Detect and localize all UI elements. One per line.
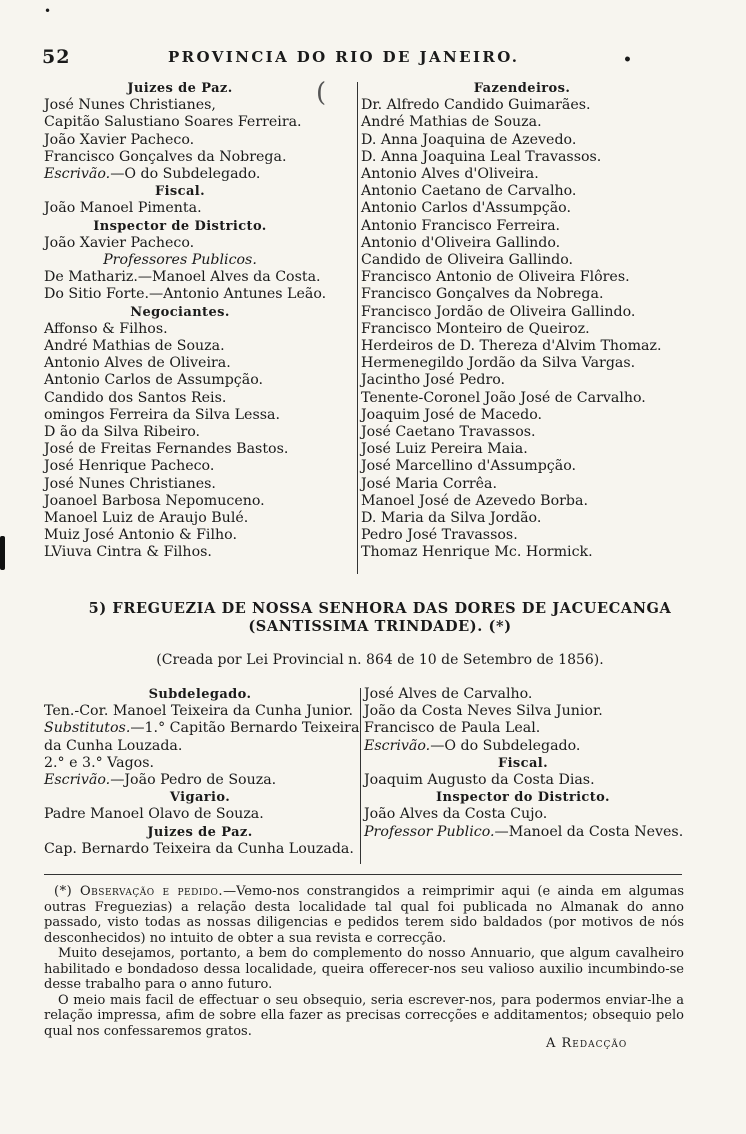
list-entry: Antonio Carlos d'Assumpção. — [361, 200, 571, 217]
column-heading: Negociantes. — [130, 304, 230, 320]
list-entry: Capitão Salustiano Soares Ferreira. — [44, 114, 302, 131]
left-column-top — [44, 80, 327, 562]
list-entry: Manoel José de Azevedo Borba. — [361, 492, 588, 509]
column-subheading: Professores Publicos. — [103, 252, 257, 269]
column-heading: Vigario. — [169, 790, 231, 806]
column-heading: Juizes de Paz. — [147, 824, 253, 840]
list-entry: D. Anna Joaquina Leal Travassos. — [361, 148, 602, 165]
list-entry: José Nunes Christianes, — [44, 97, 216, 114]
list-entry: João Alves da Costa Cujo. — [364, 806, 548, 823]
column-heading: Fiscal. — [154, 184, 206, 200]
list-entry: Jacintho José Pedro. — [361, 372, 506, 389]
list-entry: André Mathias de Souza. — [361, 114, 542, 131]
list-entry: Cap. Bernardo Teixeira da Cunha Louzada. — [44, 840, 354, 857]
right-mark: • — [623, 52, 632, 68]
list-entry: José Henrique Pacheco. — [44, 458, 215, 475]
list-entry: Antonio d'Oliveira Gallindo. — [361, 234, 561, 251]
list-entry: Francisco Gonçalves da Nobrega. — [44, 148, 287, 165]
entry-text: —João Pedro de Souza. — [110, 772, 277, 789]
footnote — [44, 884, 684, 1039]
list-entry: José Alves de Carvalho. — [364, 686, 533, 702]
column-divider-top — [357, 82, 358, 574]
list-entry: André Mathias de Souza. — [44, 338, 225, 355]
list-entry: Joaquim Augusto da Costa Dias. — [364, 772, 595, 789]
list-entry: Francisco Jordão de Oliveira Gallindo. — [361, 303, 636, 320]
entry-label: Professor Publico. — [364, 823, 495, 840]
right-column-top — [361, 80, 683, 562]
list-entry: Candido de Oliveira Gallindo. — [361, 252, 574, 269]
list-entry: José Marcellino d'Assumpção. — [361, 458, 576, 475]
list-entry: Candido dos Santos Reis. — [44, 389, 227, 406]
list-entry: Padre Manoel Olavo de Souza. — [44, 806, 264, 823]
footnote-text-1: —Vemo-nos constrangidos a reimprimir aqui (e ainda em algumas outras Freguezias) a relação desta localidade tal qual foi publicada no Almanak do anno passado, visto todas as nossas diligencias e pedidos terem sido baldados (por motivos de nós desconhecidos) no intuito de obter a sua revista e correcção. — [44, 884, 684, 946]
stray-bracket-mark: ( — [316, 78, 327, 108]
labelled-entry — [364, 738, 682, 755]
list-entry: Herdeiros de D. Thereza d'Alvim Thomaz. — [361, 338, 662, 355]
entry-label: Substitutos. — [44, 720, 131, 737]
column-heading: Inspector do Districto. — [436, 790, 610, 806]
column-heading: Inspector de Districto. — [93, 218, 267, 234]
list-entry: LViuva Cintra & Filhos. — [44, 544, 212, 561]
list-entry: Antonio Caetano de Carvalho. — [361, 183, 577, 200]
labelled-entry — [44, 772, 356, 789]
footnote-paragraph-3: O meio mais facil de effectuar o seu obsequio, seria escrever-nos, para podermos enviar-lhe a relação impressa, afim de sobre ella fazer as precisas correcções e additamentos; obsequio pelo qual nos confessaremos gratos. — [44, 992, 684, 1039]
footnote-paragraph-2: Muito desejamos, portanto, a bem do complemento do nosso Annuario, que algum cavalheiro habilitado e bondadoso dessa localidade, queira offerecer-nos seu valioso auxilio incumbindo-se desse trabalho para o anno futuro. — [44, 946, 684, 992]
footnote-label: (*) Observação e pedido. — [54, 884, 224, 899]
list-entry: Francisco de Paula Leal. — [364, 720, 541, 737]
section-title-line-2: (SANTISSIMA TRINDADE). (*) — [248, 618, 512, 635]
column-heading: Juizes de Paz. — [127, 81, 233, 96]
labelled-entry — [44, 166, 316, 183]
list-entry: Muiz José Antonio & Filho. — [44, 527, 237, 544]
list-entry: João da Costa Neves Silva Junior. — [364, 703, 603, 720]
list-entry: Antonio Carlos de Assumpção. — [44, 372, 263, 389]
entry-label: Escrivão. — [364, 737, 431, 754]
entry-text: —1.° Capitão Bernardo Teixeira — [130, 720, 360, 737]
section-creation-note: (Creada por Lei Provincial n. 864 de 10 de Setembro de 1856). — [156, 652, 604, 668]
column-divider-bottom — [360, 688, 361, 864]
footnote-paragraph-1 — [44, 884, 684, 946]
list-entry: José Luiz Pereira Maia. — [361, 441, 528, 458]
list-entry: Joanoel Barbosa Nepomuceno. — [44, 492, 265, 509]
left-column-bottom — [44, 686, 360, 858]
page-number: 52 — [42, 46, 71, 68]
list-entry: Pedro José Travassos. — [361, 527, 518, 544]
list-entry: Affonso & Filhos. — [44, 320, 168, 337]
list-entry: Francisco Antonio de Oliveira Flôres. — [361, 269, 630, 286]
top-tick-mark: • — [44, 4, 52, 18]
column-heading: Fazendeiros. — [473, 81, 571, 96]
list-entry: Tenente-Coronel João José de Carvalho. — [361, 389, 646, 406]
list-entry: omingos Ferreira da Silva Lessa. — [44, 406, 280, 423]
margin-blot — [0, 536, 5, 570]
list-entry: Hermenegildo Jordão da Silva Vargas. — [361, 355, 636, 372]
entry-text: —Manoel da Costa Neves. — [494, 823, 684, 840]
list-entry: da Cunha Louzada. — [44, 737, 183, 754]
entry-label: Escrivão. — [44, 166, 111, 183]
entry-text: —O do Subdelegado. — [430, 737, 581, 754]
list-entry: Ten.-Cor. Manoel Teixeira da Cunha Junior. — [44, 703, 353, 720]
entry-text: —O do Subdelegado. — [110, 166, 261, 183]
list-entry: Antonio Alves de Oliveira. — [44, 355, 231, 372]
list-entry: D ão da Silva Ribeiro. — [44, 424, 201, 441]
list-entry: Dr. Alfredo Candido Guimarães. — [361, 97, 591, 114]
footnote-rule — [44, 874, 682, 875]
list-entry: José Maria Corrêa. — [361, 475, 498, 492]
running-title: PROVINCIA DO RIO DE JANEIRO. — [168, 48, 520, 66]
list-entry: Do Sitio Forte.—Antonio Antunes Leão. — [44, 286, 327, 303]
list-entry: José Nunes Christianes. — [44, 475, 216, 492]
list-entry: Antonio Alves d'Oliveira. — [361, 166, 539, 183]
list-entry: Joaquim José de Macedo. — [361, 406, 543, 423]
section-title — [40, 600, 720, 636]
list-entry: José de Freitas Fernandes Bastos. — [44, 441, 289, 458]
column-heading: Subdelegado. — [148, 687, 252, 702]
list-entry: João Manoel Pimenta. — [44, 200, 202, 217]
list-entry: D. Anna Joaquina de Azevedo. — [361, 131, 577, 148]
column-heading: Fiscal. — [497, 755, 549, 771]
entry-label: Escrivão. — [44, 772, 111, 789]
labelled-entry — [44, 720, 360, 737]
section-title-line-1: 5) FREGUEZIA DE NOSSA SENHORA DAS DORES DE JACUECANGA — [88, 600, 672, 617]
list-entry: Antonio Francisco Ferreira. — [361, 217, 561, 234]
labelled-entry — [364, 824, 682, 841]
list-entry: Manoel Luiz de Araujo Bulé. — [44, 510, 249, 527]
list-entry: De Mathariz.—Manoel Alves da Costa. — [44, 269, 321, 286]
signature: A Redacção — [546, 1036, 628, 1051]
list-entry: João Xavier Pacheco. — [44, 234, 195, 251]
list-entry: Francisco Monteiro de Queiroz. — [361, 320, 590, 337]
list-entry: Thomaz Henrique Mc. Hormick. — [361, 544, 593, 561]
list-entry: D. Maria da Silva Jordão. — [361, 510, 542, 527]
list-entry: Francisco Gonçalves da Nobrega. — [361, 286, 604, 303]
list-entry: José Caetano Travassos. — [361, 424, 536, 441]
list-entry: 2.° e 3.° Vagos. — [44, 754, 155, 771]
right-column-bottom — [364, 686, 682, 841]
list-entry: João Xavier Pacheco. — [44, 131, 195, 148]
